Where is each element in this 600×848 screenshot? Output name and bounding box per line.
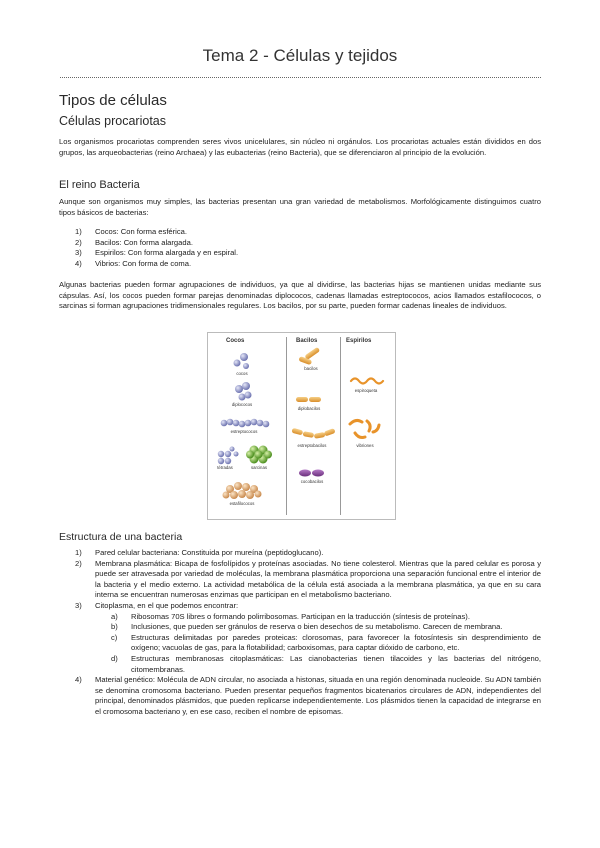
bacilos-illustration bbox=[298, 347, 320, 365]
title-divider bbox=[60, 77, 541, 78]
vibriones-illustration bbox=[350, 420, 379, 437]
list-text: Estructuras delimitadas por paredes proteicas: clorosomas, para favorecer la fotosíntesis sin desprendimiento de oxígeno; vacuolas de gas, para la flotabilidad; carboxisomas, para captar dióxido de carbono, etc. bbox=[131, 632, 541, 653]
figure-label: tétradas bbox=[217, 465, 233, 470]
diplococos-illustration bbox=[235, 382, 252, 401]
espiroqueta-illustration bbox=[351, 379, 383, 384]
list-item bbox=[59, 559, 541, 601]
list-text: Bacilos: Con forma alargada. bbox=[95, 237, 193, 247]
bacteria-types-list bbox=[59, 227, 541, 269]
figure-label: estafilococos bbox=[229, 501, 255, 506]
figure-col-espirilos: Espirilos bbox=[346, 338, 372, 344]
list-text: Ribosomas 70S libres o formando polirribosomas. Participan en la traducción (síntesis de proteínas). bbox=[131, 611, 470, 621]
list-item bbox=[59, 601, 541, 675]
figure-label: espiroqueta bbox=[354, 388, 378, 393]
list-item bbox=[59, 238, 541, 249]
list-item bbox=[59, 227, 541, 238]
structure-list bbox=[59, 548, 541, 718]
figure-label: diplobacilos bbox=[297, 406, 321, 411]
list-text: Citoplasma, en el que podemos encontrar: bbox=[95, 600, 239, 610]
list-number: 4) bbox=[75, 258, 82, 268]
citoplasma-list bbox=[95, 612, 541, 676]
structure-heading: Estructura de una bacteria bbox=[59, 531, 183, 543]
figure-label: vibriones bbox=[356, 443, 374, 448]
list-text: Membrana plasmática: Bicapa de fosfolípidos y proteínas asociadas. No tiene colesterol. Mientras que la pared celular es porosa y puede ser atravesada por variedad de moléculas, la membrana plasmática proporciona una separación funcional entre el interior de la bacteria y el medio externo. La actividad metabólica de la célula está asociada a la membrana plasmática, ya que en su cara interna se encuentran numerosas enzimas que participan en el metabolismo bacteriano. bbox=[95, 558, 541, 600]
list-number: 1) bbox=[75, 227, 82, 236]
list-number: d) bbox=[111, 653, 118, 663]
figure-col-cocos: Cocos bbox=[226, 338, 245, 344]
list-text: Cocos: Con forma esférica. bbox=[95, 227, 188, 236]
tetradas-illustration bbox=[218, 447, 239, 465]
list-number: 3) bbox=[75, 248, 82, 258]
figure-label: sarcinas bbox=[250, 465, 267, 470]
list-number: 1) bbox=[75, 548, 82, 557]
list-text: Vibrios: Con forma de coma. bbox=[95, 258, 192, 268]
list-item bbox=[59, 259, 541, 270]
list-text: Material genético: Molécula de ADN circular, no asociada a histonas, situada en una región denominada nucleoide. Su ADN también se denomina cromosoma bacteriano. Pueden presentar pequeños fragmentos bicatenarios circulares de ADN, independientes del principal, denominados plásmidos, que pueden replicarse independientemente. Los plásmidos tienen la capacidad de integrarse en el cromosoma bacteriano y, en ese caso, reciben el nombre de episomas. bbox=[95, 675, 541, 716]
bacteria-paragraph: Aunque son organismos muy simples, las bacterias presentan una gran variedad de metabolismos. Morfológicamente distinguimos cuatro tipos básicos de bacterias: bbox=[59, 197, 541, 217]
list-number: 2) bbox=[75, 558, 82, 568]
list-item bbox=[95, 622, 541, 633]
list-text: Estructuras membranosas citoplasmáticas: Las cianobacterias tienen tilacoides y las bacterias del nitrógeno, citomembranas. bbox=[131, 653, 541, 674]
diplobacilos-illustration bbox=[296, 397, 321, 402]
cocos-illustration bbox=[234, 353, 250, 369]
figure-label: estreptobacilos bbox=[297, 443, 327, 448]
list-number: 4) bbox=[75, 675, 82, 685]
list-item bbox=[95, 654, 541, 675]
page-title: Tema 2 - Células y tejidos bbox=[202, 46, 398, 65]
sarcinas-illustration bbox=[246, 446, 272, 464]
figure-label: estreptococos bbox=[230, 429, 258, 434]
cocobacilos-illustration bbox=[299, 470, 324, 477]
figure-label: cocos bbox=[236, 371, 248, 376]
list-number: c) bbox=[111, 632, 118, 642]
estafilococos-illustration bbox=[223, 482, 262, 499]
list-item bbox=[95, 612, 541, 623]
estreptococos-illustration bbox=[221, 419, 270, 428]
figure-label: diplococos bbox=[231, 402, 253, 407]
bacteria-heading: El reino Bacteria bbox=[59, 179, 140, 191]
figure-drawing bbox=[208, 333, 395, 519]
bacteria-shapes-figure bbox=[207, 332, 396, 520]
list-text: Pared celular bacteriana: Constituida por mureína (peptidoglucano). bbox=[95, 548, 324, 557]
grouping-paragraph: Algunas bacterias pueden formar agrupaciones de individuos, ya que al dividirse, las bacterias hijas se mantienen unidas mediante sus cápsulas. Así, los cocos pueden formar parejas denominadas diplococos, cadenas llamadas estreptococos, acios llamados estafilococos, o sarcinas si forman agrupaciones tridimensionales regulares. Los bacilos, por su parte, pueden formar cadenas lineales de individuos. bbox=[59, 280, 541, 311]
intro-paragraph: Los organismos procariotas comprenden seres vivos unicelulares, sin núcleo ni orgánulos. Los procariotas actuales están divididos en dos grupos, las arqueobacterias (reino Archaea) y las eubacterias (reino Bacteria), que se diferenciaron al principio de la evolución. bbox=[59, 137, 541, 157]
list-text: Espirilos: Con forma alargada y en espiral. bbox=[95, 248, 239, 258]
list-item bbox=[59, 675, 541, 717]
list-item bbox=[95, 633, 541, 654]
list-number: 2) bbox=[75, 237, 82, 247]
section-heading: Tipos de células bbox=[59, 92, 167, 109]
list-number: a) bbox=[111, 611, 118, 621]
list-number: b) bbox=[111, 622, 118, 632]
list-item bbox=[59, 548, 541, 559]
list-number: 3) bbox=[75, 600, 82, 610]
list-item bbox=[59, 248, 541, 259]
list-text: Inclusiones, que pueden ser gránulos de reserva o bien desechos de su metabolismo. Carecen de membrana. bbox=[131, 622, 503, 632]
subsection-heading: Células procariotas bbox=[59, 114, 166, 128]
figure-col-bacilos: Bacilos bbox=[296, 338, 318, 344]
figure-label: bacilos bbox=[304, 366, 318, 371]
figure-label: cocobacilos bbox=[300, 479, 324, 484]
estreptobacilos-illustration bbox=[291, 428, 335, 439]
